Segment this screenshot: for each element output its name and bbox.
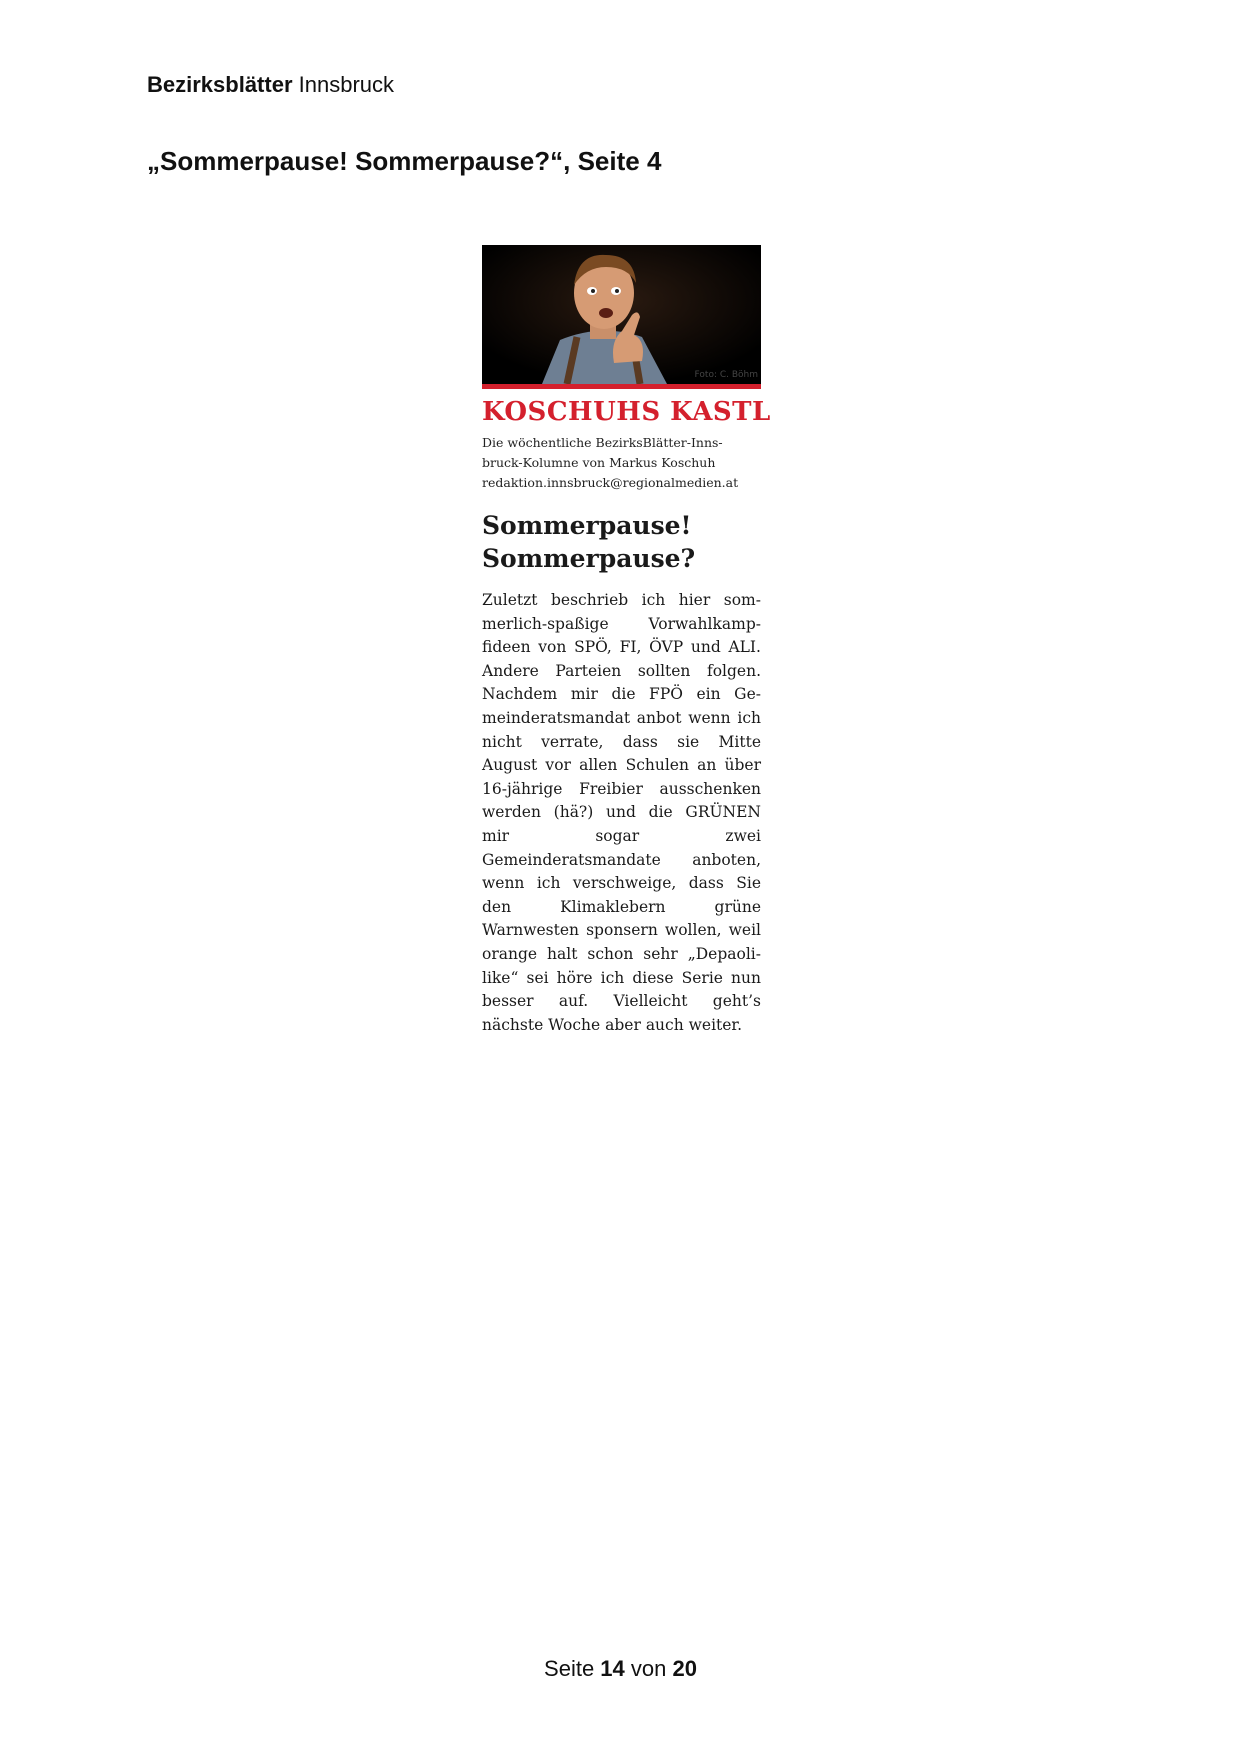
newspaper-clipping	[482, 245, 771, 1037]
footer-prefix: Seite	[544, 1656, 601, 1681]
header-brand: Bezirksblätter	[147, 72, 293, 97]
subline-2: bruck-Kolumne von Markus Koschuh	[482, 455, 716, 470]
footer-page-number: 14	[600, 1656, 625, 1681]
author-photo-illustration	[482, 245, 761, 384]
footer-middle: von	[624, 1656, 673, 1681]
document-title: „Sommerpause! Sommerpause?“, Seite 4	[147, 146, 662, 176]
header-location: Innsbruck	[292, 72, 395, 97]
footer-page-total: 20	[672, 1656, 697, 1681]
photo-credit: Foto: C. Böhm	[694, 370, 758, 380]
article-headline	[482, 509, 761, 575]
headline-line-1: Sommerpause!	[482, 511, 692, 540]
article-body: Zuletzt beschrieb ich hier sommerlich-spaßige Vorwahlkampfideen von SPÖ, FI, ÖVP und ALI. Andere Parteien sollten folgen. Nachdem mir die FPÖ ein Gemeinderatsmandat anbot wenn ich nicht verrate, dass sie Mitte August vor allen Schulen an über 16-jährige Freibier ausschenken werden (hä?) und die GRÜNEN mir sogar zwei Gemeinderatsmandate anboten, wenn ich verschweige, dass Sie den Klimaklebern grüne Warnwesten sponsern wollen, weil orange halt schon sehr „Depaoli-like“ sei höre ich diese Serie nun besser auf. Vielleicht geht’s nächste Woche aber auch weiter.	[482, 591, 761, 1034]
column-kicker: KOSCHUHS KASTL	[482, 397, 771, 427]
subline-1: Die wöchentliche BezirksBlätter-Inns-	[482, 435, 723, 450]
red-divider	[482, 384, 761, 389]
document-header	[147, 72, 394, 98]
column-subline	[482, 433, 761, 493]
page-footer	[0, 1656, 1241, 1682]
subline-email: redaktion.innsbruck@regionalmedien.at	[482, 475, 739, 490]
headline-line-2: Sommerpause?	[482, 544, 696, 573]
column-photo	[482, 245, 761, 384]
